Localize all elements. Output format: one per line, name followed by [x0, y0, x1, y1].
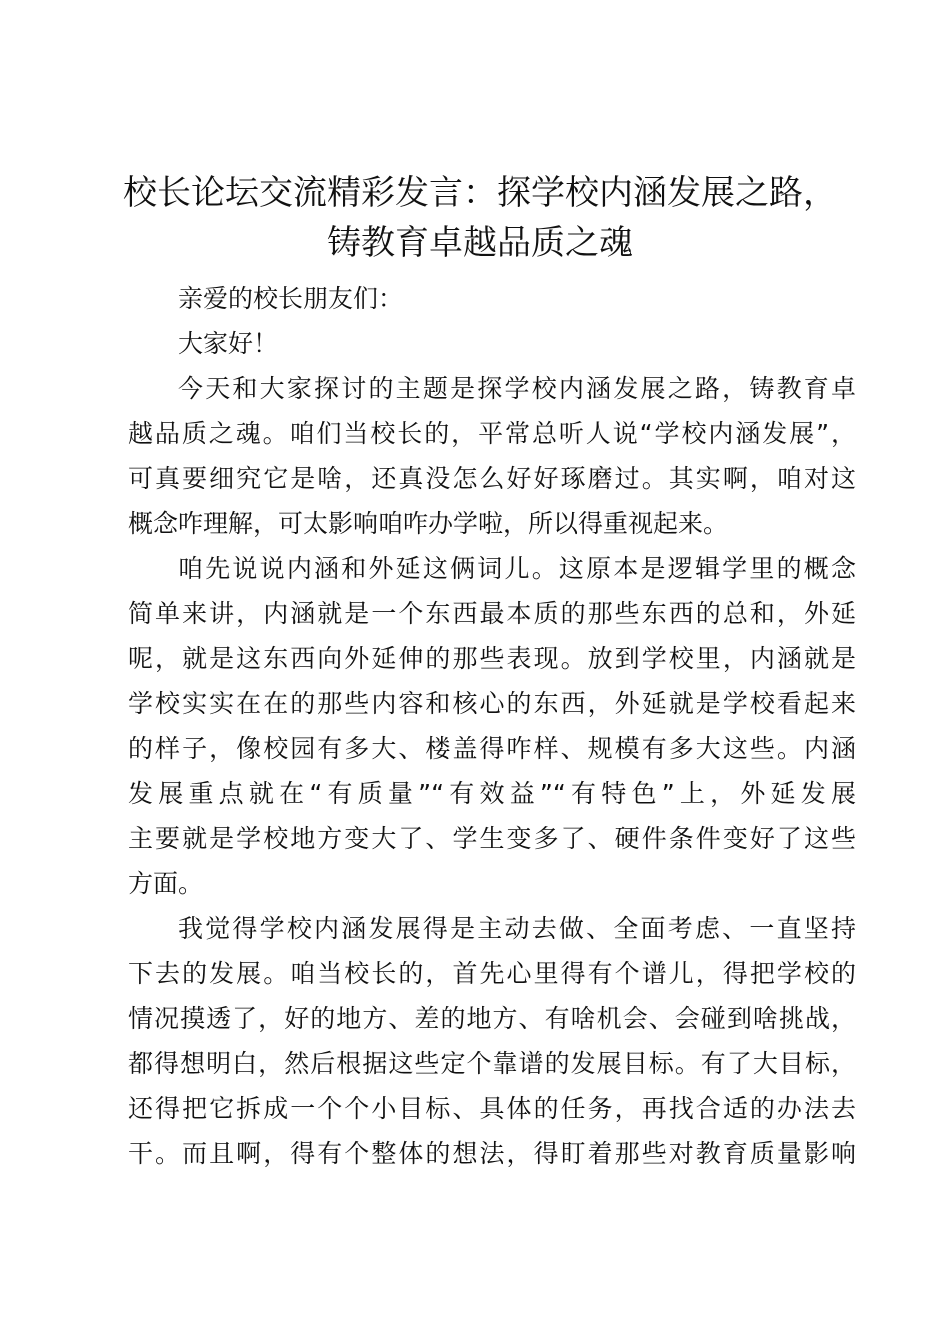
text-line: 概念咋理解，可太影响咱咋办学啦，所以得重视起来。	[128, 509, 729, 538]
text-line: 的样子，像校园有多大、楼盖得咋样、规模有多大这些。内涵	[128, 734, 856, 763]
greeting-paragraph	[128, 321, 856, 366]
text-line: 今天和大家探讨的主题是探学校内涵发展之路，铸教育卓	[178, 374, 856, 403]
title-line-2: 铸教育卓越品质之魂	[327, 223, 633, 263]
text-line: 下去的发展。咱当校长的，首先心里得有个谱儿，得把学校的	[128, 959, 856, 988]
text-line: 都得想明白，然后根据这些定个靠谱的发展目标。有了大目标，	[128, 1049, 856, 1078]
document-title	[100, 168, 860, 268]
title-line-1: 校长论坛交流精彩发言：探学校内涵发展之路，	[123, 173, 837, 213]
text-line: 干。而且啊，得有个整体的想法，得盯着那些对教育质量影响	[128, 1139, 856, 1168]
text-line: 发展重点就在“有质量”“有效益”“有特色”上，外延发展	[128, 779, 856, 808]
text-line: 可真要细究它是啥，还真没怎么好好琢磨过。其实啊，咱对这	[128, 464, 856, 493]
text-line: 还得把它拆成一个个小目标、具体的任务，再找合适的办法去	[128, 1094, 856, 1123]
text-line: 越品质之魂。咱们当校长的，平常总听人说“学校内涵发展”，	[128, 419, 856, 448]
concept-paragraph	[128, 546, 856, 906]
text-line: 学校实实在在的那些内容和核心的东西，外延就是学校看起来	[128, 689, 856, 718]
opinion-paragraph	[128, 906, 856, 1176]
text-line: 简单来讲，内涵就是一个东西最本质的那些东西的总和，外延	[128, 599, 856, 628]
text-line: 我觉得学校内涵发展得是主动去做、全面考虑、一直坚持	[178, 914, 856, 943]
text-line: 咱先说说内涵和外延这俩词儿。这原本是逻辑学里的概念	[178, 554, 856, 583]
text-line: 大家好！	[178, 329, 279, 358]
text-line: 呢，就是这东西向外延伸的那些表现。放到学校里，内涵就是	[128, 644, 856, 673]
text-line: 情况摸透了，好的地方、差的地方、有啥机会、会碰到啥挑战，	[128, 1004, 856, 1033]
intro-paragraph	[128, 366, 856, 546]
salutation-paragraph	[128, 276, 856, 321]
document-body	[128, 276, 856, 1176]
text-line: 亲爱的校长朋友们：	[178, 284, 404, 313]
text-line: 方面。	[128, 869, 204, 898]
text-line: 主要就是学校地方变大了、学生变多了、硬件条件变好了这些	[128, 824, 856, 853]
